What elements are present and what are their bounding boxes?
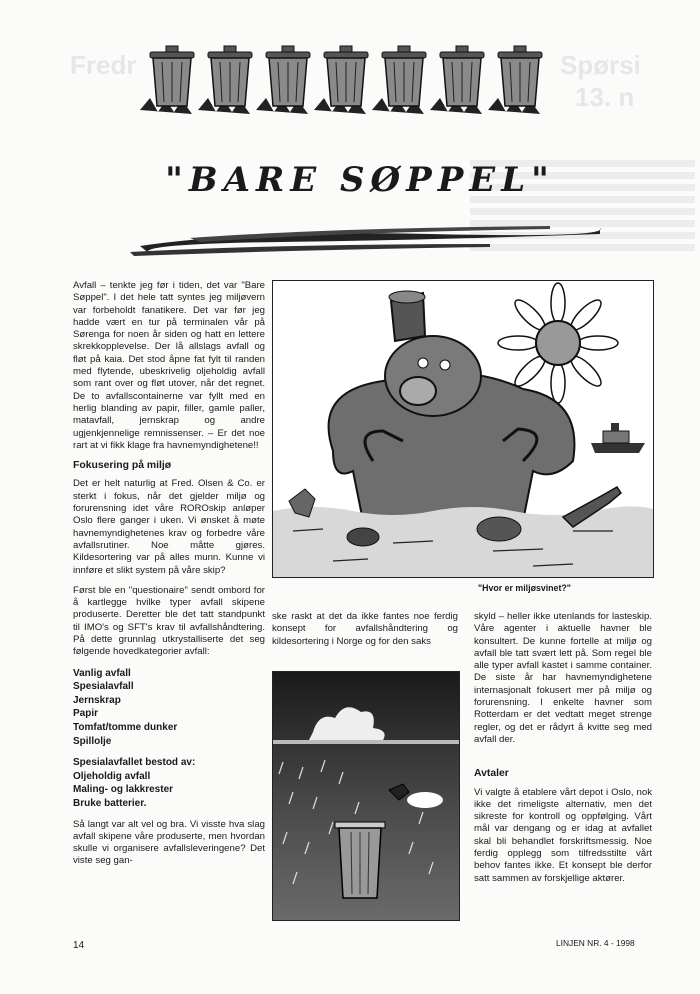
paragraph-sa-langt: Så langt var alt vel og bra. Vi visste hva slag avfall skipene våre produserte, men hvordan skulle vi organisere avfallsleveringene? Det viste seg gan- — [73, 818, 265, 867]
bleed-through-text-right-2: 13. n — [575, 82, 635, 112]
bleed-through-text-right: Spørsi — [560, 50, 641, 80]
list-item: Oljeholdig avfall — [73, 770, 151, 782]
brush-stroke-divider — [130, 220, 610, 260]
intro-paragraph: Avfall – tenkte jeg før i tiden, det var "Bare Søppel". I det hele tatt syntes jeg miljøvern var forbeholdt fanatikere. Det var før jeg hadde vært en tur på terminalen vår på Sørenga for noen år siden og hatt en lettere skrekkopplevelse. Der lå allslags avfall og fløt på kaia. Det stod åpne fat fylt til randen med flytende, ubeskrivelig oljeholdig avfall som rant over og fløt utover, når det regnet. De to avfallscontainerne var fyllt med en herlig blanding av papir, filler, gamle paller, matavfall, jernskrap og andre ugjenkjennelige remnissenser. – Er det noe rart at vi fikk klage fra havnemyndighetene!! — [73, 280, 265, 451]
paragraph-questionaire: Først ble en "questionaire" sendt ombord for å kartlegge hvilke typer avfall skipene produserte. Deretter ble det tatt standpunkt til IMO's og SFT's krav til avfallshåndtering. På dette grunnlag utkrystalliserte det seg følgende hovedkategorier avfall: — [73, 584, 265, 658]
trash-cans-banner — [140, 40, 570, 120]
list-item: Maling- og lakkrester — [73, 784, 174, 796]
trash-can-icon — [335, 822, 385, 898]
section-heading-fokusering: Fokusering på miljø — [73, 460, 172, 472]
category-list — [73, 667, 265, 749]
list-item: Tomfat/tomme dunker — [73, 721, 178, 733]
column-middle — [272, 611, 458, 656]
section-paragraph-avtaler: Vi valgte å etablere vårt depot i Oslo, nok ikke det rimeligste alternativ, men det sikreste for kontroll og oppfølging. Vårt mål var dengang og er idag at avfallet skal bli behandlet forskriftsmessig. Noe ferdig opplegg som tilfredsstilte vårt behov fantes ikke. Et konsept ble derfor satt sammen av forskjellige aktører. — [474, 786, 652, 884]
list-item: Bruke batterier. — [73, 797, 147, 809]
list-item: Spillolje — [73, 735, 112, 747]
list-item: Vanlig avfall — [73, 667, 131, 679]
special-list — [73, 770, 265, 811]
cartoon-miljosvinet — [272, 280, 654, 578]
page-title: "BARE SØPPEL" — [165, 160, 555, 200]
cartoon-caption: "Hvor er miljøsvinet?" — [478, 583, 571, 593]
special-heading: Spesialavfallet bestod av: — [73, 757, 196, 769]
cartoon-rain-trash — [272, 671, 460, 921]
column-right — [474, 611, 652, 893]
trash-can-icon — [140, 46, 194, 114]
ship-icon — [591, 423, 645, 453]
footer-publication: LINJEN NR. 4 - 1998 — [556, 938, 635, 948]
list-item: Papir — [73, 708, 99, 720]
bleed-through-text-left: Fredr — [70, 50, 137, 80]
section-paragraph-fokusering: Det er helt naturlig at Fred. Olsen & Co. er sterkt i fokus, når det gjelder miljø og forurensning idet våre ROROskip anløper Oslo flere ganger i uken. Vi ønsket å møte havnemyndighetenes krav og forbedre våre avfallsrutiner. Noe måtte gjøres. Kildesortering var på alles munn. Kunne vi innføre et slikt system på våre skip? — [73, 478, 265, 576]
speech-bubble — [407, 792, 443, 808]
page-number: 14 — [73, 940, 85, 951]
rain-drawing — [273, 672, 459, 920]
cartoon-drawing — [273, 281, 653, 577]
paragraph-skyld: skyld – heller ikke utenlands for lasteskip. Våre agenter i aktuelle havner ble konsultert. De kunne fortelle at miljø og avfall ble tatt svært lett på. Som regel ble alle typer avfall kastet i samme container. De siste år har havnemyndighetene internasjonalt fokusert mer på miljø og forurensning. I enkelte havner som Rotterdam er det vedtatt meget strenge regler, og det er rådyrt å kvitte seg med avfall der. — [474, 611, 652, 745]
paragraph-konsept: ske raskt at det da ikke fantes noe ferdig konsept for avfallshåndtering og kildesortering i Norge og for den saks — [272, 611, 458, 647]
section-heading-avtaler: Avtaler — [474, 768, 509, 780]
column-left — [73, 280, 265, 876]
list-item: Jernskrap — [73, 694, 121, 706]
list-item: Spesialavfall — [73, 681, 134, 693]
